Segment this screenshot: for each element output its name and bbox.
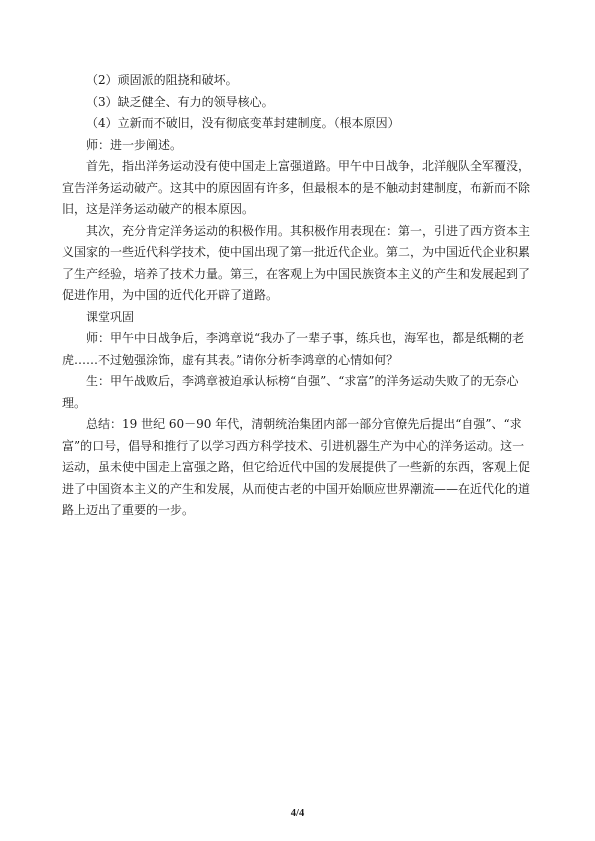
summary-paragraph: 总结：19 世纪 60－90 年代，清朝统治集团内部一部分官僚先后提出“自强”、“求富”的口号，倡导和推行了以学习西方科学技术、引进机器生产为中心的洋务运动。这一运动，虽未使中国走上富强之路，但它给近代中国的发展提供了一些新的东西，客观上促进了中国资本主义的产生和发展，从而使古老的中国开始顺应世界潮流——在近代化的道路上迈出了重要的一步。: [62, 417, 531, 517]
reason-item-3: （3）缺乏健全、有力的领导核心。: [86, 94, 274, 109]
paragraph-first: 首先，指出洋务运动没有使中国走上富强道路。甲午中日战争，北洋舰队全军覆没，宣告洋务运动破产。这其中的原因固有许多，但最根本的是不触动封建制度，布新而不除旧，这是洋务运动破产的根本原因。: [62, 159, 531, 216]
student-answer: 生：甲午战败后，李鸿章被迫承认标榜“自强”、“求富”的洋务运动失败了的无奈心理。: [62, 374, 519, 410]
reason-item-4: （4）立新而不破旧，没有彻底变革封建制度。（根本原因）: [86, 116, 400, 130]
paragraph-second: 其次，充分肯定洋务运动的积极作用。其积极作用表现在：第一，引进了西方资本主义国家的一些近代科学技术，使中国出现了第一批近代企业。第二，为中国近代企业积累了生产经验，培养了技术力量。第三，在客观上为中国民族资本主义的产生和发展起到了促进作用，为中国的近代化开辟了道路。: [62, 223, 531, 302]
section-heading: 课堂巩固: [86, 309, 135, 324]
reason-item-2: （2）顽固派的阻挠和破坏。: [86, 73, 238, 87]
document-body: [62, 70, 532, 522]
page-number: 4/4: [290, 808, 305, 819]
teacher-question: 师：甲午中日战争后，李鸿章说“我办了一辈子事，练兵也，海军也，都是纸糊的老虎……不过勉强涂饰，虚有其表。”请你分析李鸿章的心情如何？: [62, 331, 525, 367]
teacher-line: 师：进一步阐述。: [86, 137, 183, 152]
